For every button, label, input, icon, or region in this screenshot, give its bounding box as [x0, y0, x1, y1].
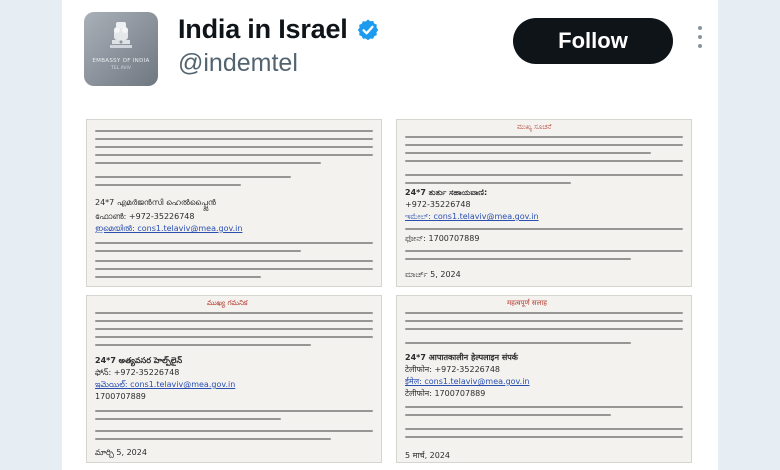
doc-line: 24*7 എമർജൻസി ഹെൽപ്പ്ലൈൻ [95, 198, 216, 207]
doc-email-link[interactable]: ಇಮೇಲ್: cons1.telaviv@mea.gov.in [405, 212, 539, 221]
doc-date: మార్చి 5, 2024 [95, 448, 147, 457]
avatar-caption: EMBASSY OF INDIA [92, 58, 150, 64]
advisory-image-malayalam[interactable] [86, 119, 382, 287]
profile-header [82, 12, 698, 90]
doc-line: टेलीफोन: 1700707889 [405, 389, 486, 398]
doc-line: ഫോൺ: +972-35226748 [95, 212, 195, 221]
doc-line: ಫೋನ್: 1700707889 [405, 234, 480, 243]
background-left [0, 0, 62, 470]
advisory-image-telugu[interactable] [86, 295, 382, 463]
doc-line: 24*7 आपातकालीन हेल्पलाइन संपर्क [405, 353, 518, 362]
advisory-image-hindi[interactable] [396, 295, 692, 463]
attached-image-grid[interactable] [84, 117, 698, 466]
profile-card [62, 0, 718, 470]
doc-line: 24*7 ತುರ್ತು ಸಹಾಯವಾಣಿ: [405, 188, 488, 197]
doc-heading: महत्वपूर्ण सलाह [507, 299, 547, 307]
doc-date: ಮಾರ್ಚ್ 5, 2024 [405, 270, 461, 279]
doc-heading: ముఖ్య గమనిక [207, 299, 248, 307]
doc-email-link[interactable]: ईमेल: cons1.telaviv@mea.gov.in [405, 377, 530, 386]
doc-date: 5 मार्च, 2024 [405, 451, 451, 460]
more-options-icon[interactable] [694, 26, 706, 56]
advisory-image-kannada[interactable] [396, 119, 692, 287]
doc-email-link[interactable]: ఇమెయిల్: cons1.telaviv@mea.gov.in [95, 380, 236, 389]
national-emblem-icon [107, 20, 135, 54]
avatar-subcaption: TEL AVIV [111, 66, 131, 71]
avatar[interactable] [84, 12, 158, 86]
doc-email-link[interactable]: ഇമെയിൽ: cons1.telaviv@mea.gov.in [95, 224, 243, 233]
follow-button[interactable]: Follow [513, 18, 673, 64]
doc-line: +972-35226748 [405, 200, 471, 209]
name-row [178, 14, 380, 45]
doc-line: टेलीफोन: +972-35226748 [405, 365, 501, 374]
doc-line: 1700707889 [95, 392, 146, 401]
doc-heading: ಮುಖ್ಯ ಸೂಚನೆ [517, 123, 552, 131]
background-right [718, 0, 780, 470]
doc-line: 24*7 అత్యవసర హెల్ప్‌లైన్ [95, 356, 183, 365]
display-name[interactable]: India in Israel [178, 14, 348, 44]
user-handle[interactable]: @indemtel [178, 49, 298, 77]
doc-line: ఫోన్: +972-35226748 [95, 368, 180, 377]
verified-badge-icon[interactable] [356, 18, 380, 42]
